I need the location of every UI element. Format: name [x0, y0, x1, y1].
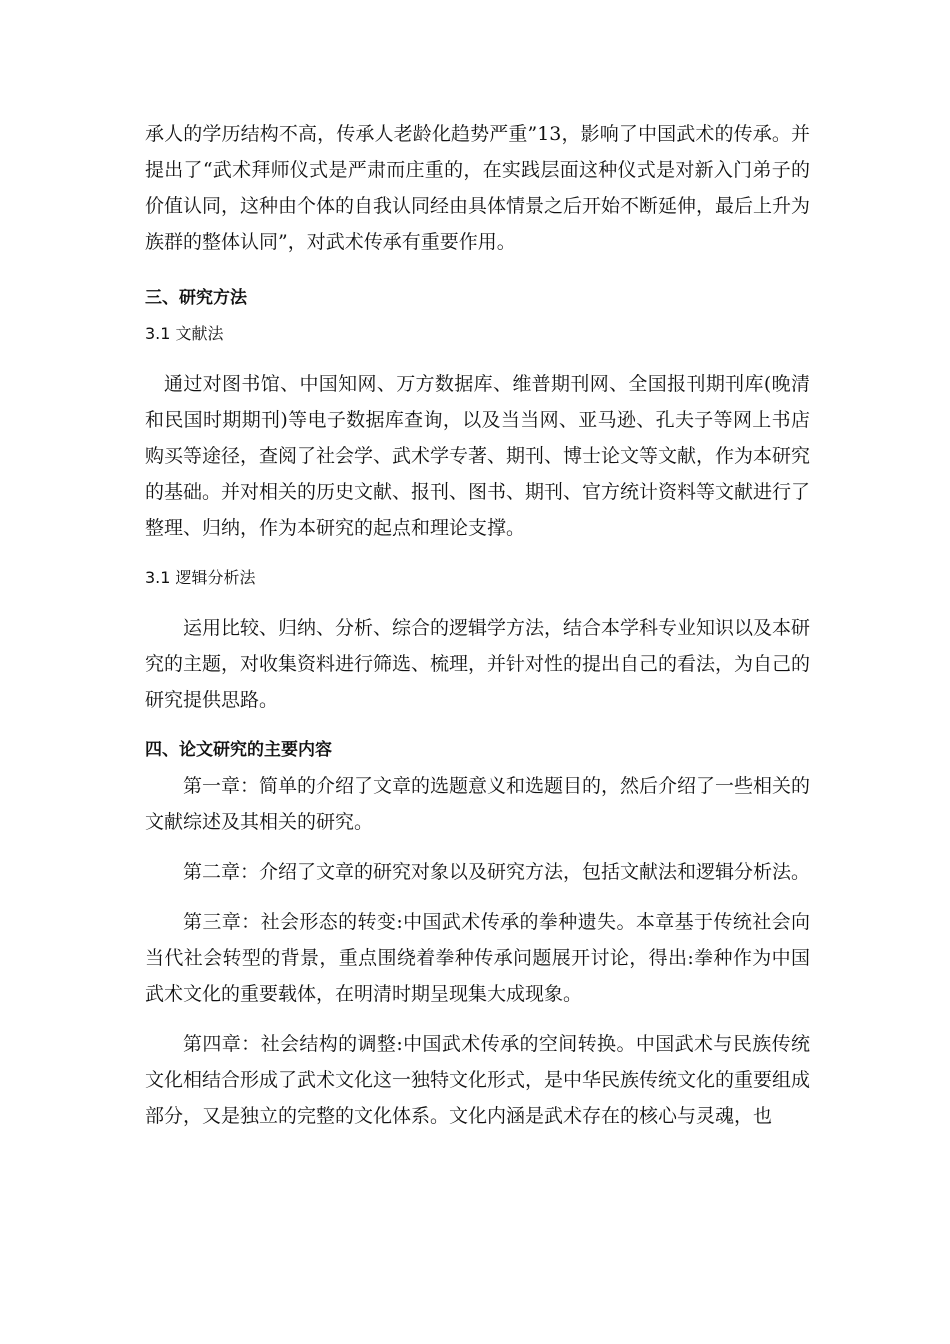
spacer	[145, 352, 810, 366]
chapter-4-paragraph: 第四章：社会结构的调整:中国武术传承的空间转换。中国武术与民族传统文化相结合形成了武术文化这一独特文化形式，是中华民族传统文化的重要组成部分，又是独立的完整的文化体系。文化内涵是武术存在的核心与灵魂，也	[145, 1033, 811, 1127]
intro-paragraph: 承人的学历结构不高，传承人老龄化趋势严重”13，影响了中国武术的传承。并提出了“武术拜师仪式是严肃而庄重的，在实践层面这种仪式是对新入门弟子的价值认同，这种由个体的自我认同经由具体情景之后开始不断延伸，最后上升为族群的整体认同”，对武术传承有重要作用。	[145, 123, 811, 253]
subsection-title-literature: 3.1 文献法	[145, 324, 224, 343]
logic-method-paragraph: 运用比较、归纳、分析、综合的逻辑学方法，结合本学科专业知识以及本研究的主题，对收集资料进行筛选、梳理，并针对性的提出自己的看法，为自己的研究提供思路。	[145, 617, 811, 711]
section-heading-contents: 四、论文研究的主要内容	[145, 740, 332, 760]
section-heading-methods: 三、研究方法	[145, 288, 247, 308]
spacer	[145, 890, 810, 904]
spacer	[145, 260, 810, 280]
chapter-1-paragraph: 第一章：简单的介绍了文章的选题意义和选题目的，然后介绍了一些相关的文献综述及其相关的研究。	[145, 775, 811, 833]
document-page	[145, 116, 810, 1134]
chapter-2-paragraph: 第二章：介绍了文章的研究对象以及研究方法，包括文献法和逻辑分析法。	[183, 861, 811, 883]
spacer	[145, 1012, 810, 1026]
spacer	[145, 596, 810, 610]
subsection-title-logic: 3.1 逻辑分析法	[145, 568, 256, 587]
literature-method-paragraph: 通过对图书馆、中国知网、万方数据库、维普期刊网、全国报刊期刊库(晚清和民国时期期刊)等电子数据库查询，以及当当网、亚马逊、孔夫子等网上书店购买等途径，查阅了社会学、武术学专著、期刊、博士论文等文献，作为本研究的基础。并对相关的历史文献、报刊、图书、期刊、官方统计资料等文献进行了整理、归纳，作为本研究的起点和理论支撑。	[145, 373, 811, 539]
spacer	[145, 546, 810, 560]
spacer	[145, 840, 810, 854]
spacer	[145, 718, 810, 732]
chapter-3-paragraph: 第三章：社会形态的转变:中国武术传承的拳种遗失。本章基于传统社会向当代社会转型的背景，重点围绕着拳种传承问题展开讨论，得出:拳种作为中国武术文化的重要载体，在明清时期呈现集大成现象。	[145, 911, 810, 1005]
